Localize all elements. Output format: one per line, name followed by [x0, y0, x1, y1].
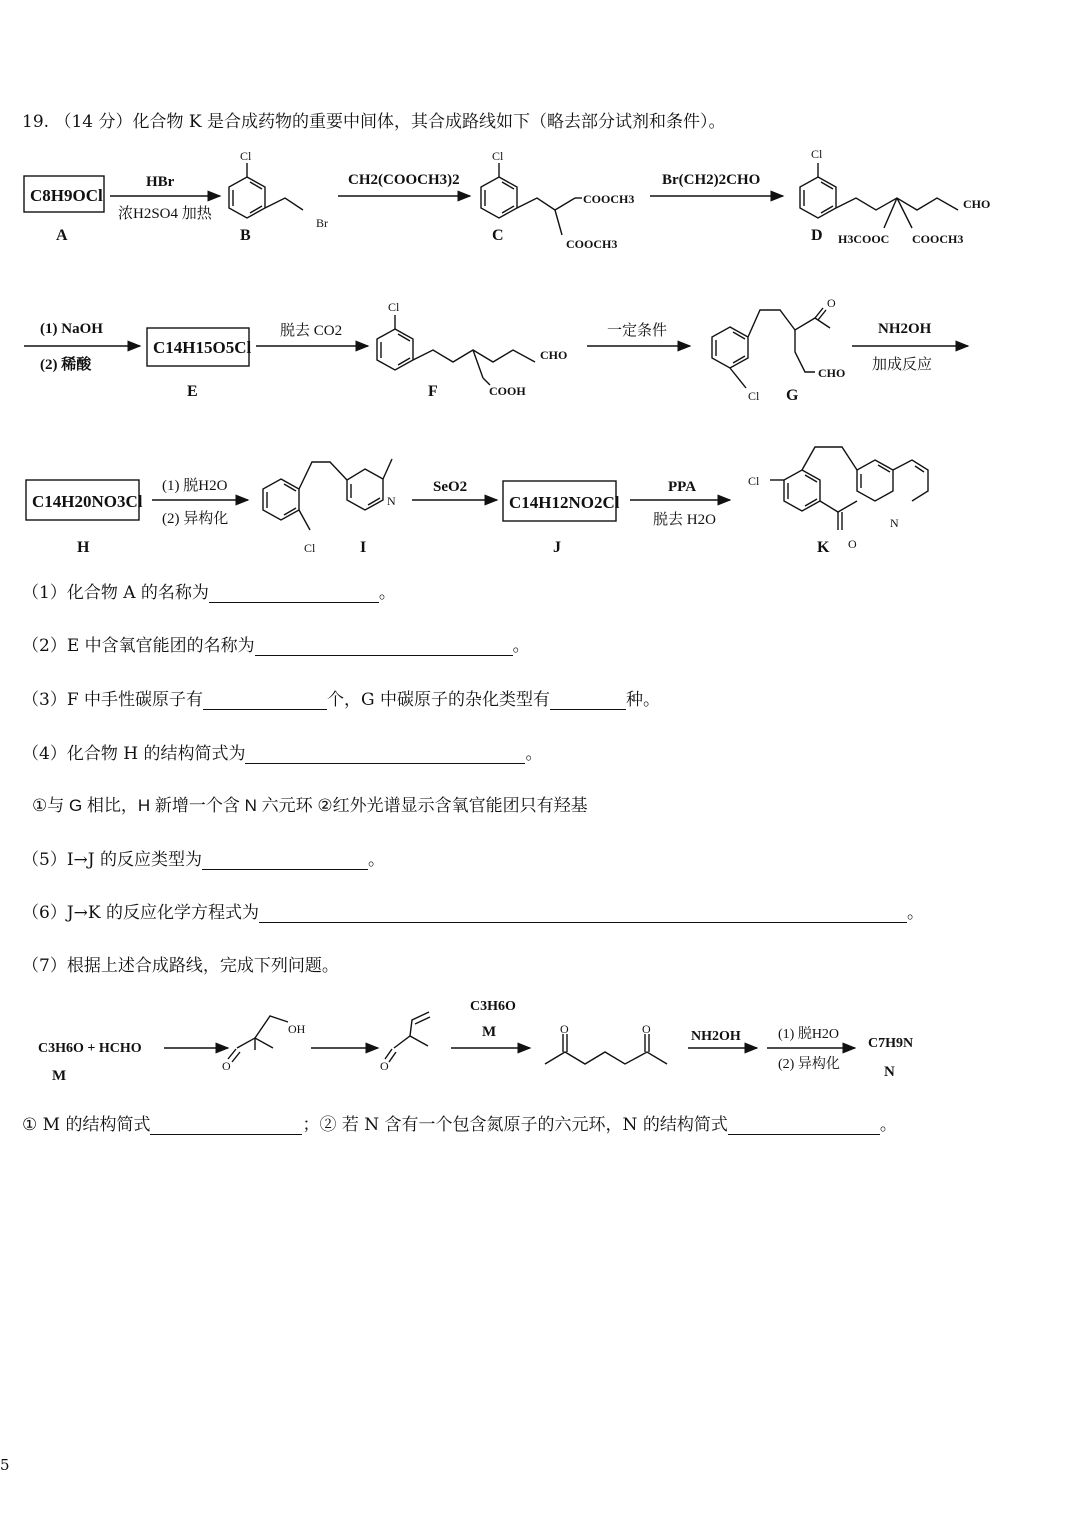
compound-d-ester1: H3COOC — [838, 232, 890, 246]
diketone-structure — [545, 1034, 667, 1064]
compound-d-ester2: COOCH3 — [912, 232, 964, 246]
compound-k-n: N — [890, 516, 899, 530]
compound-f-structure — [377, 315, 535, 385]
compound-d-structure — [800, 163, 958, 228]
question-4-conditions: ①与 G 相比，H 新增一个含 N 六元环 ②红外光谱显示含氧官能团只有羟基 — [32, 796, 588, 815]
answer-blank-3b[interactable] — [550, 692, 626, 710]
compound-b-structure — [229, 163, 303, 218]
compound-b-cl: Cl — [240, 149, 252, 163]
answer-blank-1[interactable] — [209, 585, 379, 603]
arrow10-reagent: PPA — [668, 479, 697, 495]
route2-m-formula: C3H6O — [470, 999, 516, 1014]
compound-d-cl: Cl — [811, 147, 823, 161]
question-number: 19. — [22, 112, 50, 132]
arrow8-step2: (2) 异构化 — [162, 511, 229, 527]
question-7-sub: ① M 的结构简式 ；② 若 N 含有一个包含氮原子的六元环，N 的结构简式 。 — [22, 1115, 897, 1135]
route2-n-label: N — [884, 1064, 895, 1080]
question-3: （3）F 中手性碳原子有 个，G 中碳原子的杂化类型有 种。 — [22, 690, 660, 710]
compound-k-o: O — [848, 537, 857, 551]
compound-a-label: A — [56, 227, 68, 244]
mvk-structure — [385, 1012, 430, 1062]
route2-n-formula: C7H9N — [868, 1036, 914, 1051]
route2-m-arrow-label: M — [482, 1024, 497, 1040]
compound-j-label: J — [553, 539, 561, 556]
compound-d-cho: CHO — [963, 197, 991, 211]
arrow4-reagent2: (2) 稀酸 — [40, 357, 92, 373]
compound-g-cho: CHO — [818, 366, 846, 380]
answer-blank-5[interactable] — [202, 852, 368, 870]
compound-i-n: N — [387, 494, 396, 508]
question-intro: （14 分）化合物 K 是合成药物的重要中间体，其合成路线如下（略去部分试剂和条件）。 — [54, 112, 726, 132]
arrow10-condition: 脱去 H2O — [653, 512, 716, 528]
route2-o2: O — [380, 1059, 389, 1073]
compound-g-structure — [712, 308, 830, 388]
route2-o3: O — [560, 1022, 569, 1036]
answer-blank-7b[interactable] — [728, 1117, 880, 1135]
arrow5-reagent: 脱去 CO2 — [280, 323, 343, 339]
question-4: （4）化合物 H 的结构简式为 。 — [22, 744, 543, 764]
arrow7-reagent: NH2OH — [878, 321, 932, 337]
compound-f-cooh: COOH — [489, 384, 526, 398]
compound-c-structure — [481, 163, 582, 235]
route2-m-label: M — [52, 1068, 67, 1084]
compound-i-structure — [263, 459, 392, 530]
question-7: （7）根据上述合成路线，完成下列问题。 — [22, 956, 339, 976]
arrow6-condition: 一定条件 — [607, 323, 668, 339]
arrow7-type: 加成反应 — [872, 357, 933, 373]
answer-blank-7a[interactable] — [150, 1117, 302, 1135]
arrow3-reagent: Br(CH2)2CHO — [662, 172, 761, 188]
compound-i-cl: Cl — [304, 541, 316, 555]
compound-d-label: D — [811, 227, 823, 244]
compound-k-cl: Cl — [748, 474, 760, 488]
compound-h-formula: C14H20NO3Cl — [32, 492, 143, 511]
answer-blank-2[interactable] — [255, 638, 513, 656]
arrow4-reagent1: (1) NaOH — [40, 321, 103, 337]
compound-e-formula: C14H15O5Cl — [153, 338, 252, 357]
arrow2-reagent: CH2(COOCH3)2 — [348, 172, 460, 188]
compound-j-formula: C14H12NO2Cl — [509, 493, 620, 512]
arrow1-condition: 浓H2SO4 加热 — [118, 206, 212, 222]
compound-k-label: K — [817, 539, 830, 556]
route2-reagent2b: (2) 异构化 — [778, 1057, 840, 1072]
compound-c-ester2: COOCH3 — [566, 237, 618, 251]
compound-i-label: I — [360, 539, 367, 556]
compound-g-o: O — [827, 296, 836, 310]
compound-c-label: C — [492, 227, 504, 244]
route2-reagent2a: (1) 脱H2O — [778, 1027, 840, 1042]
compound-b-label: B — [240, 227, 251, 244]
hydroxybutanone-structure — [228, 1016, 288, 1062]
question-2: （2）E 中含氧官能团的名称为 。 — [22, 636, 530, 656]
page-number: 5 — [0, 1456, 10, 1474]
answer-blank-3a[interactable] — [203, 692, 327, 710]
route2-reagent1: NH2OH — [691, 1029, 741, 1044]
answer-blank-4[interactable] — [245, 746, 525, 764]
route2-reactants: C3H6O + HCHO — [38, 1041, 142, 1056]
compound-k-structure — [770, 447, 928, 530]
compound-h-label: H — [77, 539, 90, 556]
compound-c-cl: Cl — [492, 149, 504, 163]
route2-oh: OH — [288, 1022, 306, 1036]
answer-blank-6[interactable] — [259, 905, 907, 923]
arrow8-step1: (1) 脱H2O — [162, 478, 228, 494]
route2-o1: O — [222, 1059, 231, 1073]
question-5: （5）I→J 的反应类型为 。 — [22, 850, 385, 870]
route2-o4: O — [642, 1022, 651, 1036]
arrow1-reagent: HBr — [146, 174, 175, 190]
compound-f-cho: CHO — [540, 348, 568, 362]
compound-f-label: F — [428, 383, 438, 400]
compound-c-ester1: COOCH3 — [583, 192, 635, 206]
question-1: （1）化合物 A 的名称为 。 — [22, 583, 396, 603]
question-6: （6）J→K 的反应化学方程式为 。 — [22, 903, 924, 923]
compound-g-cl: Cl — [748, 389, 760, 403]
arrow9-reagent: SeO2 — [433, 479, 468, 495]
compound-b-br: Br — [316, 216, 328, 230]
compound-a-formula: C8H9OCl — [30, 186, 103, 205]
compound-f-cl: Cl — [388, 300, 400, 314]
compound-e-label: E — [187, 383, 198, 400]
compound-g-label: G — [786, 387, 799, 404]
